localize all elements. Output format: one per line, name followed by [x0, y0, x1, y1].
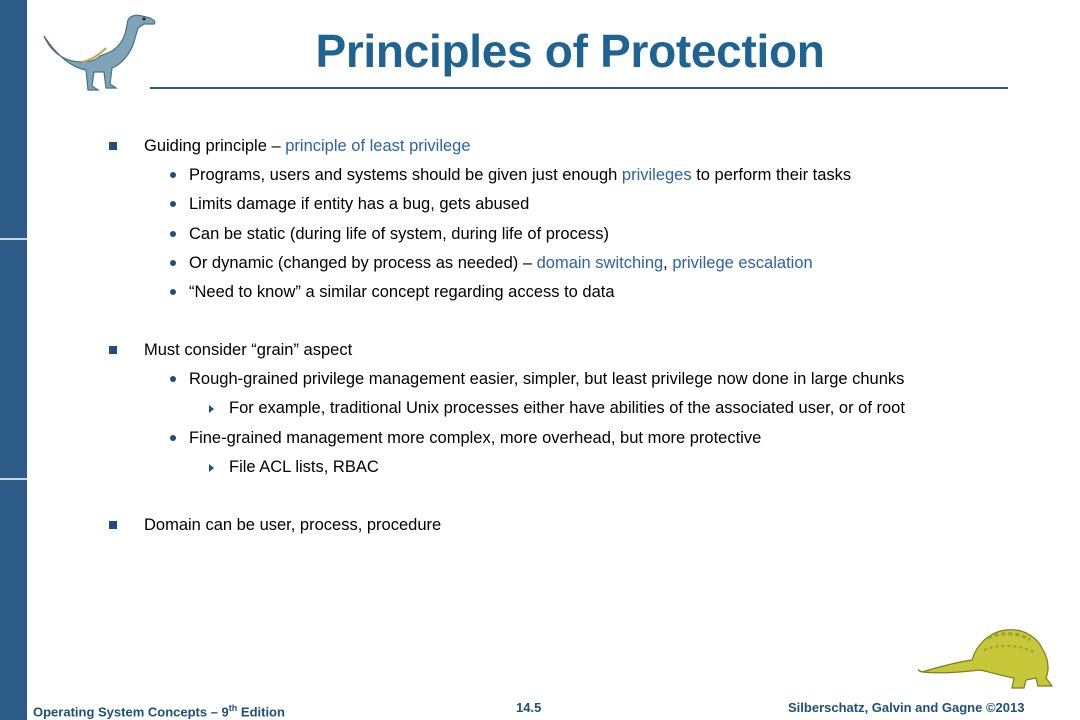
- square-bullet-icon: [109, 521, 117, 529]
- bullet-need-to-know: “Need to know” a similar concept regarding access to data: [189, 283, 615, 301]
- footer-superscript: th: [228, 703, 238, 713]
- bullet-programs: [189, 165, 851, 185]
- bullet-rough-example: For example, traditional Unix processes either have abilities of the associated user, or of root: [229, 399, 905, 417]
- triangle-bullet-icon: [209, 405, 214, 413]
- bullet-static: Can be static (during life of system, during life of process): [189, 225, 610, 243]
- bullet-fine-grained: Fine-grained management more complex, more overhead, but more protective: [189, 429, 762, 447]
- bullet-limits: Limits damage if entity has a bug, gets abused: [189, 195, 530, 213]
- bullet-guiding-principle: [144, 136, 471, 156]
- bullet-grain: Must consider “grain” aspect: [144, 341, 353, 359]
- round-bullet-icon: [170, 435, 176, 441]
- square-bullet-icon: [109, 142, 117, 150]
- bullet-text: Guiding principle –: [144, 137, 286, 155]
- round-bullet-icon: [170, 231, 176, 237]
- round-bullet-icon: [170, 172, 176, 178]
- footer-book-title: [33, 700, 285, 720]
- bullet-fine-example: File ACL lists, RBAC: [229, 458, 379, 476]
- highlight-term: principle of least privilege: [285, 137, 471, 155]
- round-bullet-icon: [170, 260, 176, 266]
- footer-copyright: Silberschatz, Galvin and Gagne ©2013: [788, 700, 1025, 715]
- highlight-term: privilege escalation: [672, 254, 813, 272]
- bullet-dynamic: [189, 253, 813, 273]
- square-bullet-icon: [109, 346, 117, 354]
- bullet-text: Or dynamic (changed by process as needed) –: [189, 254, 537, 272]
- footer-text: Edition: [237, 704, 285, 720]
- highlight-term: domain switching: [536, 254, 664, 272]
- round-bullet-icon: [170, 201, 176, 207]
- bullet-text: Programs, users and systems should be given just enough: [189, 166, 622, 184]
- bullet-rough-grained: Rough-grained privilege management easier, simpler, but least privilege now done in large chunks: [189, 370, 905, 388]
- bullet-text: ,: [663, 254, 673, 272]
- triangle-bullet-icon: [209, 464, 214, 472]
- footer-page-number: 14.5: [516, 700, 542, 715]
- bullet-text: to perform their tasks: [691, 166, 852, 184]
- bullet-domain: Domain can be user, process, procedure: [144, 516, 442, 534]
- round-bullet-icon: [170, 376, 176, 382]
- slide-title: Principles of Protection: [315, 25, 825, 77]
- footer-text: Operating System Concepts – 9: [33, 704, 229, 720]
- dinosaur-footer-icon: [918, 622, 1068, 692]
- round-bullet-icon: [170, 289, 176, 295]
- highlight-term: privileges: [621, 166, 692, 184]
